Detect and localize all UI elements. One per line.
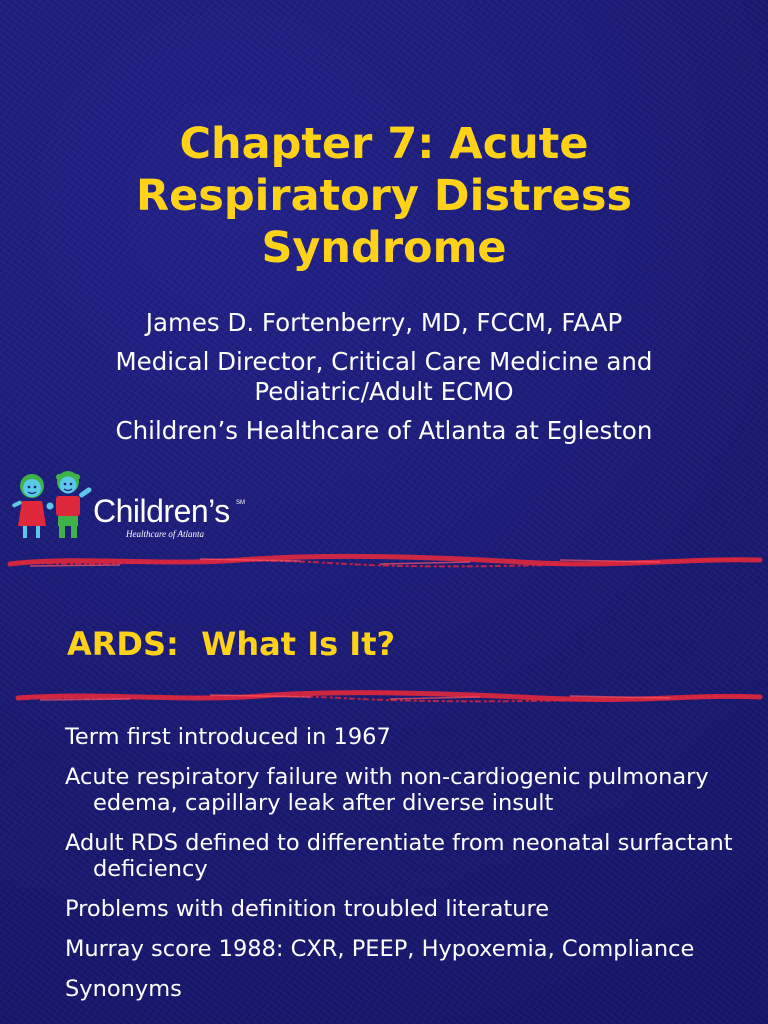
author-name: James D. Fortenberry, MD, FCCM, FAAP [145,308,623,337]
list-item: Term first introduced in 1967 [65,724,391,750]
author-position-line: Pediatric/Adult ECMO [254,377,514,406]
list-item: Murray score 1988: CXR, PEEP, Hypoxemia, Compliance [65,936,695,962]
list-item: Acute respiratory failure with non-cardiogenic pulmonary edema, capillary leak after diverse insult [65,764,709,816]
logo-trademark: SM [236,500,245,506]
ards-slide-title: ARDS: What Is It? [67,625,396,663]
title-line: Respiratory Distress [135,171,633,221]
author-position-line: Medical Director, Critical Care Medicine and [115,347,653,376]
list-item: Synonyms [65,976,182,1002]
list-item: Problems with definition troubled literature [65,896,550,922]
title-line: Chapter 7: Acute [179,119,589,169]
list-item: Adult RDS defined to differentiate from neonatal surfactant deficiency [65,830,733,882]
logo-wordmark: Children’s [93,493,230,529]
author-institution: Children’s Healthcare of Atlanta at Egleston [115,416,653,445]
ards-bullet-list [65,724,755,1016]
red-divider [0,686,768,710]
title-line: Syndrome [261,223,507,273]
logo-tagline: Healthcare of Atlanta [126,529,204,539]
